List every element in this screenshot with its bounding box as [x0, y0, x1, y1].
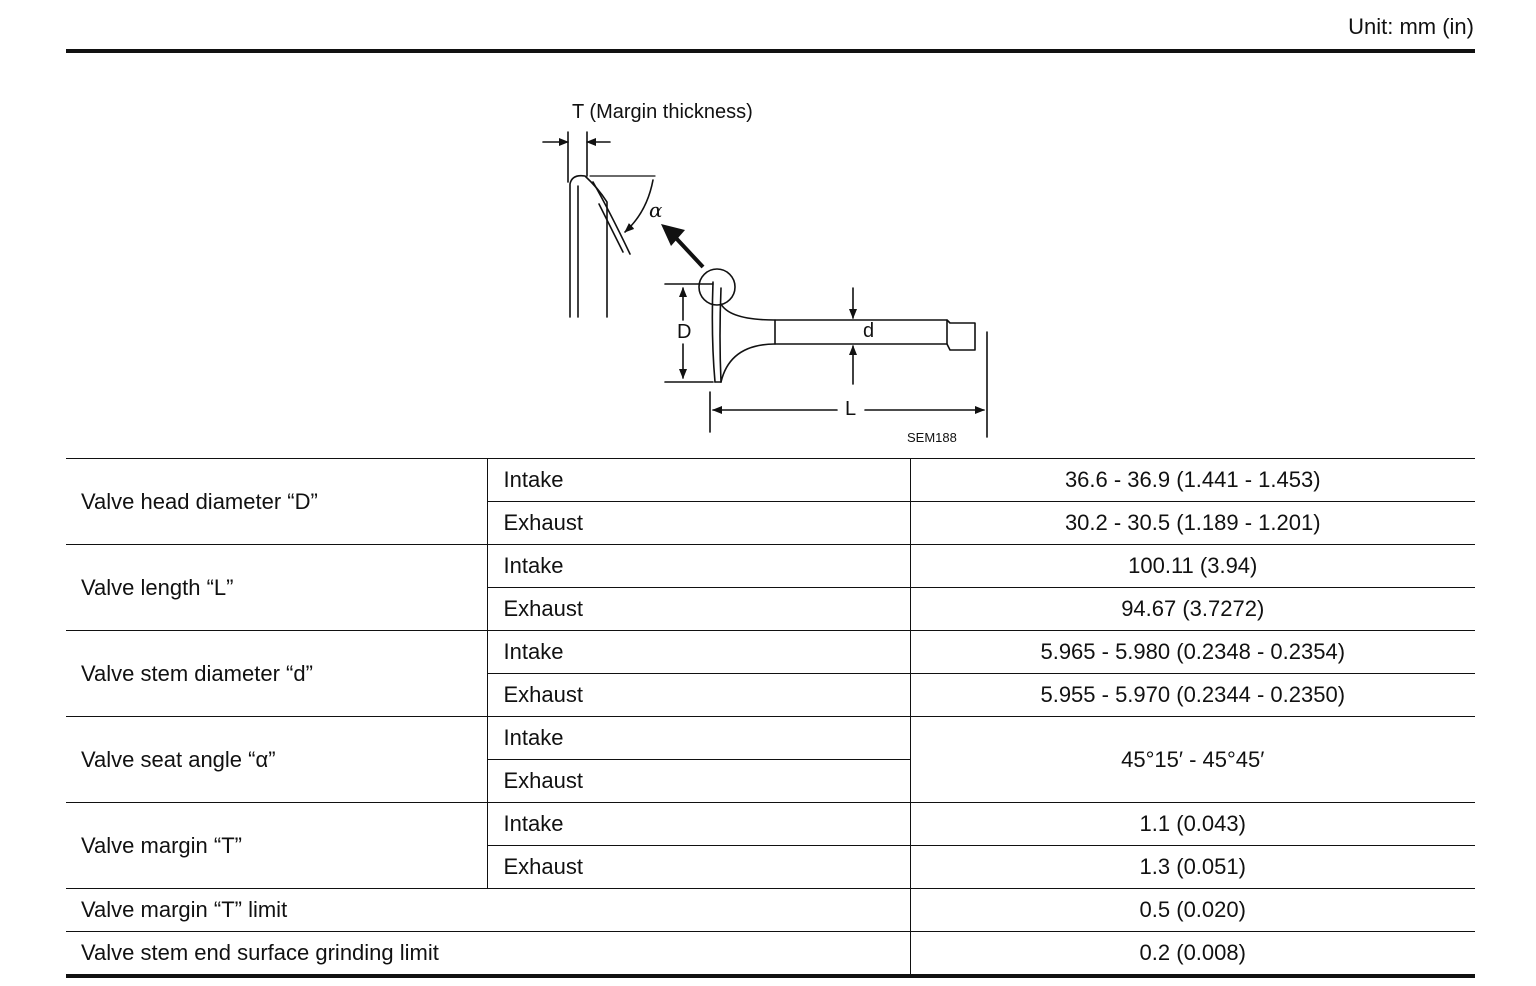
figure-code: SEM188 — [907, 430, 957, 445]
spec-value: 94.67 (3.7272) — [910, 588, 1475, 631]
sub-label: Exhaust — [487, 674, 910, 717]
length-label: L — [845, 398, 857, 420]
valve-diagram — [535, 92, 1005, 448]
table-row — [66, 545, 1475, 588]
spec-value: 45°15′ - 45°45′ — [910, 717, 1475, 803]
valve-drawing — [535, 92, 1005, 448]
table-row — [66, 717, 1475, 760]
item-label: Valve stem diameter “d” — [66, 631, 487, 717]
spec-value: 30.2 - 30.5 (1.189 - 1.201) — [910, 502, 1475, 545]
margin-thickness-label: T (Margin thickness) — [572, 101, 753, 123]
detail-arrow — [661, 224, 703, 267]
spec-value: 5.965 - 5.980 (0.2348 - 0.2354) — [910, 631, 1475, 674]
item-label: Valve length “L” — [66, 545, 487, 631]
sub-label: Exhaust — [487, 588, 910, 631]
sub-label: Intake — [487, 803, 910, 846]
valve-face — [712, 282, 715, 382]
spec-value: 0.5 (0.020) — [910, 889, 1475, 932]
sub-label: Exhaust — [487, 760, 910, 803]
item-label: Valve margin “T” limit — [66, 889, 910, 932]
sub-label: Exhaust — [487, 502, 910, 545]
spec-value: 5.955 - 5.970 (0.2344 - 0.2350) — [910, 674, 1475, 717]
table-row — [66, 889, 1475, 932]
sub-label: Intake — [487, 631, 910, 674]
sub-label: Intake — [487, 459, 910, 502]
top-rule — [66, 49, 1475, 53]
sub-label: Exhaust — [487, 846, 910, 889]
spec-value: 0.2 (0.008) — [910, 932, 1475, 977]
unit-label: Unit: mm (in) — [1348, 14, 1474, 39]
alpha-label: α — [649, 198, 663, 222]
table-row — [66, 631, 1475, 674]
sub-label: Intake — [487, 717, 910, 760]
item-label: Valve seat angle “α” — [66, 717, 487, 803]
valve-spec-table — [66, 458, 1475, 978]
sub-label: Intake — [487, 545, 910, 588]
spec-value: 100.11 (3.94) — [910, 545, 1475, 588]
table-row — [66, 459, 1475, 502]
item-label: Valve head diameter “D” — [66, 459, 487, 545]
detail-circle — [699, 269, 735, 305]
spec-value: 36.6 - 36.9 (1.441 - 1.453) — [910, 459, 1475, 502]
table-row — [66, 803, 1475, 846]
spec-value: 1.3 (0.051) — [910, 846, 1475, 889]
table-row — [66, 932, 1475, 977]
stem-diameter-label: d — [863, 320, 875, 342]
head-diameter-label: D — [677, 321, 692, 343]
valve-stem — [721, 304, 975, 382]
spec-value: 1.1 (0.043) — [910, 803, 1475, 846]
item-label: Valve stem end surface grinding limit — [66, 932, 910, 977]
item-label: Valve margin “T” — [66, 803, 487, 889]
